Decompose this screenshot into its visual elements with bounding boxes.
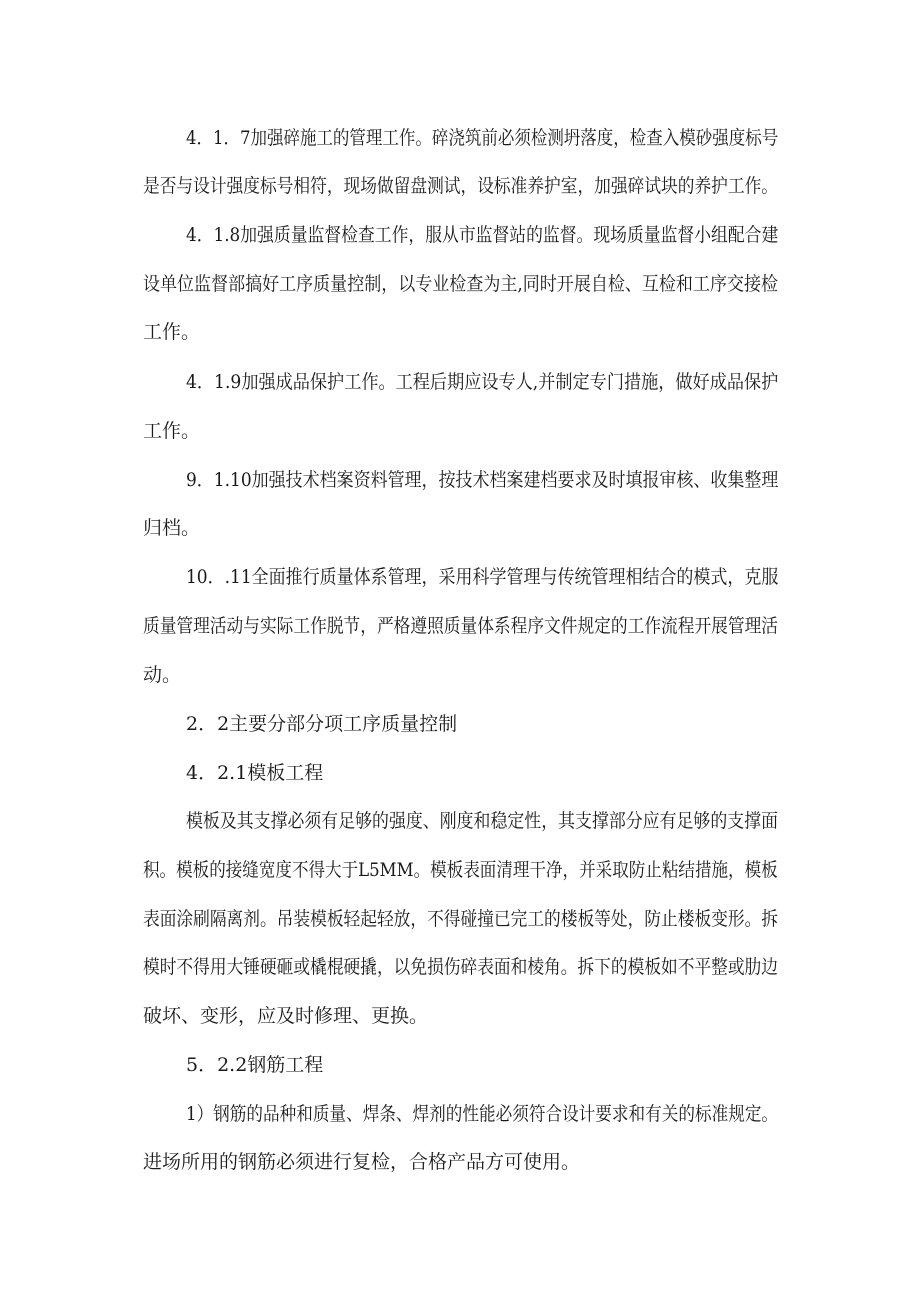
text-line: 工作。: [143, 420, 201, 442]
section-heading: [0, 1048, 920, 1082]
text-line: 积。模板的接缝宽度不得大于L5MM。模板表面清理干净，并采取防止粘结措施，模板: [143, 859, 778, 881]
text-line: 模板及其支撑必须有足够的强度、刚度和稳定性，其支撑部分应有足够的支撑面: [186, 810, 778, 832]
text-line: 4．1.9加强成品保护工作。工程后期应设专人,并制定专门措施，做好成品保护: [186, 371, 779, 393]
text-line: 工作。: [143, 321, 201, 343]
text-line: 质量管理活动与实际工作脱节，严格遵照质量体系程序文件规定的工作流程开展管理活: [143, 615, 779, 637]
text-line: 动。: [143, 664, 182, 686]
paragraph-line: [0, 1097, 920, 1131]
paragraph-line: [0, 999, 920, 1033]
paragraph-line: [0, 169, 920, 203]
heading-text: 2．2主要分部分项工序质量控制: [186, 713, 458, 735]
text-line: 归档。: [143, 517, 201, 539]
paragraph-line: [0, 902, 920, 936]
paragraph-line: [0, 1145, 920, 1179]
paragraph-line: [0, 267, 920, 301]
paragraph-line: [0, 804, 920, 838]
heading-text: 4．2.1模板工程: [186, 762, 324, 784]
paragraph-line: [0, 121, 920, 155]
paragraph-line: [0, 218, 920, 252]
text-line: 设单位监督部搞好工序质量控制，以专业检查为主,同时开展自检、互检和工序交接检: [143, 273, 779, 295]
paragraph-line: [0, 950, 920, 984]
text-line: 9．1.10加强技术档案资料管理，按技术档案建档要求及时填报审核、收集整理: [186, 469, 779, 491]
heading-text: 5．2.2钢筋工程: [186, 1054, 324, 1076]
section-heading: [0, 707, 920, 741]
paragraph-line: [0, 560, 920, 594]
text-line: 4．1.8加强质量监督检查工作，服从市监督站的监督。现场质量监督小组配合建: [186, 224, 779, 246]
paragraph-line: [0, 315, 920, 349]
section-heading: [0, 756, 920, 790]
paragraph-line: [0, 463, 920, 497]
text-line: 破坏、变形，应及时修理、更换。: [143, 1005, 429, 1027]
text-line: 模时不得用大锤硬砸或橇棍硬撬，以免损伤碎表面和棱角。拆下的模板如不平整或肋边: [143, 956, 779, 978]
text-line: 表面涂刷隔离剂。吊装模板轻起轻放，不得碰撞已完工的楼板等处，防止楼板变形。拆: [143, 908, 779, 930]
text-line: 是否与设计强度标号相符，现场做留盘测试，设标准养护室，加强碎试块的养护工作。: [143, 175, 779, 197]
text-line: 10．.11全面推行质量体系管理，采用科学管理与传统管理相结合的模式，克服: [186, 566, 779, 588]
paragraph-line: [0, 609, 920, 643]
text-line: 1）钢筋的品种和质量、焊条、焊剂的性能必须符合设计要求和有关的标准规定。: [186, 1103, 779, 1125]
paragraph-line: [0, 414, 920, 448]
paragraph-line: [0, 511, 920, 545]
text-line: 进场所用的钢筋必须进行复检，合格产品方可使用。: [143, 1151, 581, 1173]
paragraph-line: [0, 853, 920, 887]
paragraph-line: [0, 365, 920, 399]
paragraph-line: [0, 658, 920, 692]
text-line: 4．1．7加强碎施工的管理工作。碎浇筑前必须检测坍落度，检查入模砂强度标号: [186, 127, 779, 149]
